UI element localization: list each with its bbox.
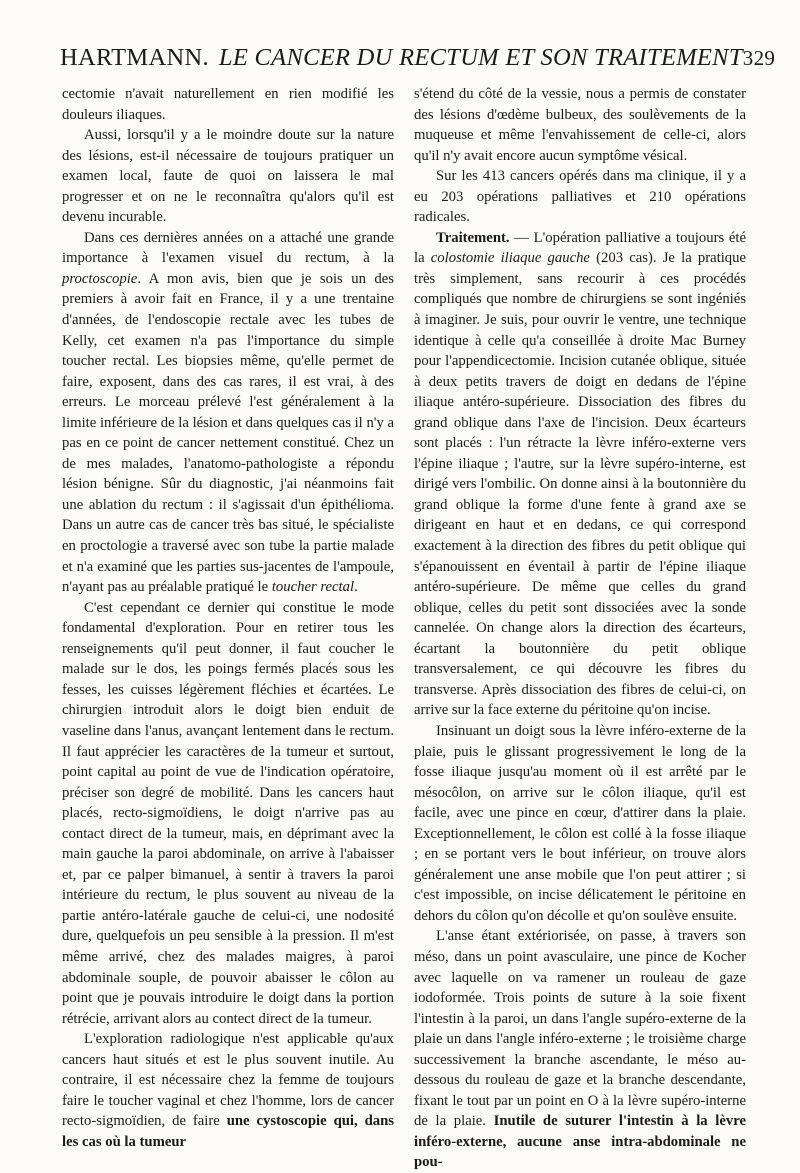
right-paragraph-1: s'étend du côté de la vessie, nous a permis de constater des lésions d'œdème bulbeux, des soulèvements de la muqueuse et même l'envahissement de celle-ci, alors qu'il n'y avait encore aucun symptôme vésical. <box>414 86 746 164</box>
colostomie-term: colostomie iliaque gauche <box>430 250 590 267</box>
left-paragraph-5-text: L'exploration radiologique n'est applicable qu'aux cancers haut situés et est le plus souvent inutile. Au contraire, il est nécessaire chez la femme de toujours faire le toucher vaginal et chez l'homme, lors de cancer recto-sigmoïdien, de faire <box>62 1031 394 1130</box>
left-paragraph-3 <box>62 228 394 598</box>
left-paragraph-4: C'est cependant ce dernier qui constitue le mode fondamental d'exploration. Pour en retirer tous les renseignements qu'il peut donner, il faut coucher le malade sur le dos, les poings fermés placés sous les fesses, les cuisses légèrement fléchies et écartées. Le chirurgien introduit alors le doigt bien enduit de vaseline dans l'anus, avançant lentement dans le rectum. Il faut apprécier les caractères de la tumeur et surtout, point capital au point de vue de l'indication opératoire, préciser son degré de mobilité. Dans les cancers haut placés, recto-sigmoïdiens, le doigt n'arrive pas au contact direct de la tumeur, mais, en déprimant avec la main gauche la paroi abdominale, on arrive à l'abaisser et, par ce palper bimanuel, à sentir à travers la paroi intérieure du rectum, le plus souvent au niveau de la partie antéro-latérale gauche de celui-ci, une nodosité dure, quelquefois un peu sensible à la pression. Il m'est même arrivé, chez des malades maigres, à paroi abdominale souple, de pouvoir abaisser le côlon au point que je pouvais introduire le doigt dans la portion rétrécie, arrivant alors au contect direct de la tumeur. <box>62 599 394 1027</box>
page-number: 329 <box>742 46 776 70</box>
right-paragraph-5 <box>414 926 746 1173</box>
left-column <box>62 84 394 1150</box>
left-paragraph-5-bold: une cystoscopie qui, dans les cas où la tumeur <box>62 1113 394 1150</box>
left-paragraph-1: cectomie n'avait naturellement en rien modifié les douleurs iliaques. <box>62 86 394 123</box>
right-paragraph-4: Insinuant un doigt sous la lèvre inféro-externe de la plaie, puis le glissant progressivement le long de la fosse iliaque jusqu'au moment où il est arrêté par le mésocôlon, on arrive sur le côlon iliaque, qu'il est facile, avec une pince en cœur, d'attirer dans la plaie. Exceptionnellement, le côlon est collé à la fosse iliaque ; en se portant vers le bout inférieur, on trouve alors généralement une anse mobile que l'on peut attirer ; si c'est impossible, on incise délicatement le péritoine en dehors du côlon qu'on décolle et qu'on soulève ensuite. <box>414 722 746 924</box>
right-paragraph-5-text: L'anse étant extériorisée, on passe, à travers son méso, dans un point avasculaire, une pince de Kocher avec laquelle on va ramener un rouleau de gaze iodoformée. Trois points de suture à la soie fixent l'intestin à la paroi, un dans l'angle supéro-externe de la plaie un dans l'angle inféro-externe ; le troisième charge successivement la branche ascendante, le méso au-dessous du rouleau de gaze et la branche descendante, fixant le tout par un point en O à la lèvre supéro-interne de la plaie. <box>414 928 746 1130</box>
right-paragraph-2: Sur les 413 cancers opérés dans ma clinique, il y a eu 203 opérations palliatives et 210 opérations radicales. <box>414 168 746 226</box>
left-paragraph-3-text-c: . <box>354 579 358 596</box>
toucher-rectal-term: toucher rectal <box>271 579 355 596</box>
proctoscopie-term: proctoscopie <box>62 270 138 287</box>
right-paragraph-3 <box>414 228 746 721</box>
right-paragraph-3-text-b: (203 cas). Je la pratique très simplement, sans recourir à ces procédés compliqués que nombre de chirurgiens se sont ingéniés à imaginer. Je suis, pour ouvrir le ventre, une technique identique à celle qu'a conseillée à droite Mac Burney pour l'appendicectomie. Incision cutanée oblique, située à deux petits travers de doigt en dedans de l'épine iliaque antéro-supérieure. Dissociation des fibres du grand oblique dans l'axe de l'incision. Deux écarteurs sont placés : l'un rétracte la lèvre inféro-externe vers l'épine iliaque ; l'autre, sur la lèvre supéro-interne, est dirigé vers l'ombilic. On donne ainsi à la boutonnière du grand oblique la forme d'une fente à grand axe se dirigeant en haut et en dedans, ce qui correspond exactement à la direction des fibres du petit oblique qui s'épanouissent en éventail à partir de l'épine iliaque antéro-supérieure. De même que celles du grand oblique, celles du petit sont dissociées avec la sonde cannelée. On change alors la direction des écarteurs, écartant la boutonnière du petit oblique transversalement, ce qui découvre les fibres du transverse. Après dissociation des fibres de celui-ci, on arrive sur la face externe du péritoine qu'on incise. <box>414 250 747 719</box>
right-paragraph-5-bold: Inutile de suturer l'intestin à la lèvre inféro-externe, aucune anse intra-abdominale ne pou- <box>414 1113 746 1171</box>
left-paragraph-2: Aussi, lorsqu'il y a le moindre doute sur la nature des lésions, est-il nécessaire de toujours pratiquer un examen local, faute de quoi on laissera le mal progresser et on ne le reconnaîtra qu'alors qu'il est devenu incurable. <box>62 127 394 226</box>
right-paragraph-3-text-a: — L'opération palliative a toujours été la <box>414 229 747 267</box>
right-column <box>414 84 747 1171</box>
section-heading-traitement: Traitement. <box>436 229 510 246</box>
header-title: LE CANCER DU RECTUM ET SON TRAITEMENT <box>218 44 743 71</box>
left-paragraph-3-text-b: . A mon avis, bien que je sois un des premiers à avoir fait en France, il y a une trentaine d'années, de l'endoscopie rectale avec les tubes de Kelly, cet examen n'a pas l'importance du simple toucher rectal. Les biopsies même, qu'elle permet de faire, exposent, dans des cas rares, il est vrai, à des erreurs. Le morceau prélevé l'est généralement à la limite inférieure de la lésion et dans quelques cas il n'y a pas en ce point de cancer nettement constitué. Chez un de mes malades, l'anatomo-pathologiste a répondu lésion bénigne. Sûr du diagnostic, j'ai néanmoins fait une ablation du rectum : il s'agissait d'un épithélioma. Dans un autre cas de cancer très bas situé, le spécialiste en proctologie a traversé avec son tube la partie malade et n'a examiné que les parties sus-jacentes de l'ampoule, n'ayant pas au préalable pratiqué le <box>62 270 394 596</box>
running-header <box>60 44 776 78</box>
left-paragraph-3-text-a: Dans ces dernières années on a attaché une grande importance à l'examen visuel du rectum, à la <box>62 229 394 267</box>
left-paragraph-5 <box>62 1029 394 1152</box>
header-author: HARTMANN. <box>60 44 209 71</box>
